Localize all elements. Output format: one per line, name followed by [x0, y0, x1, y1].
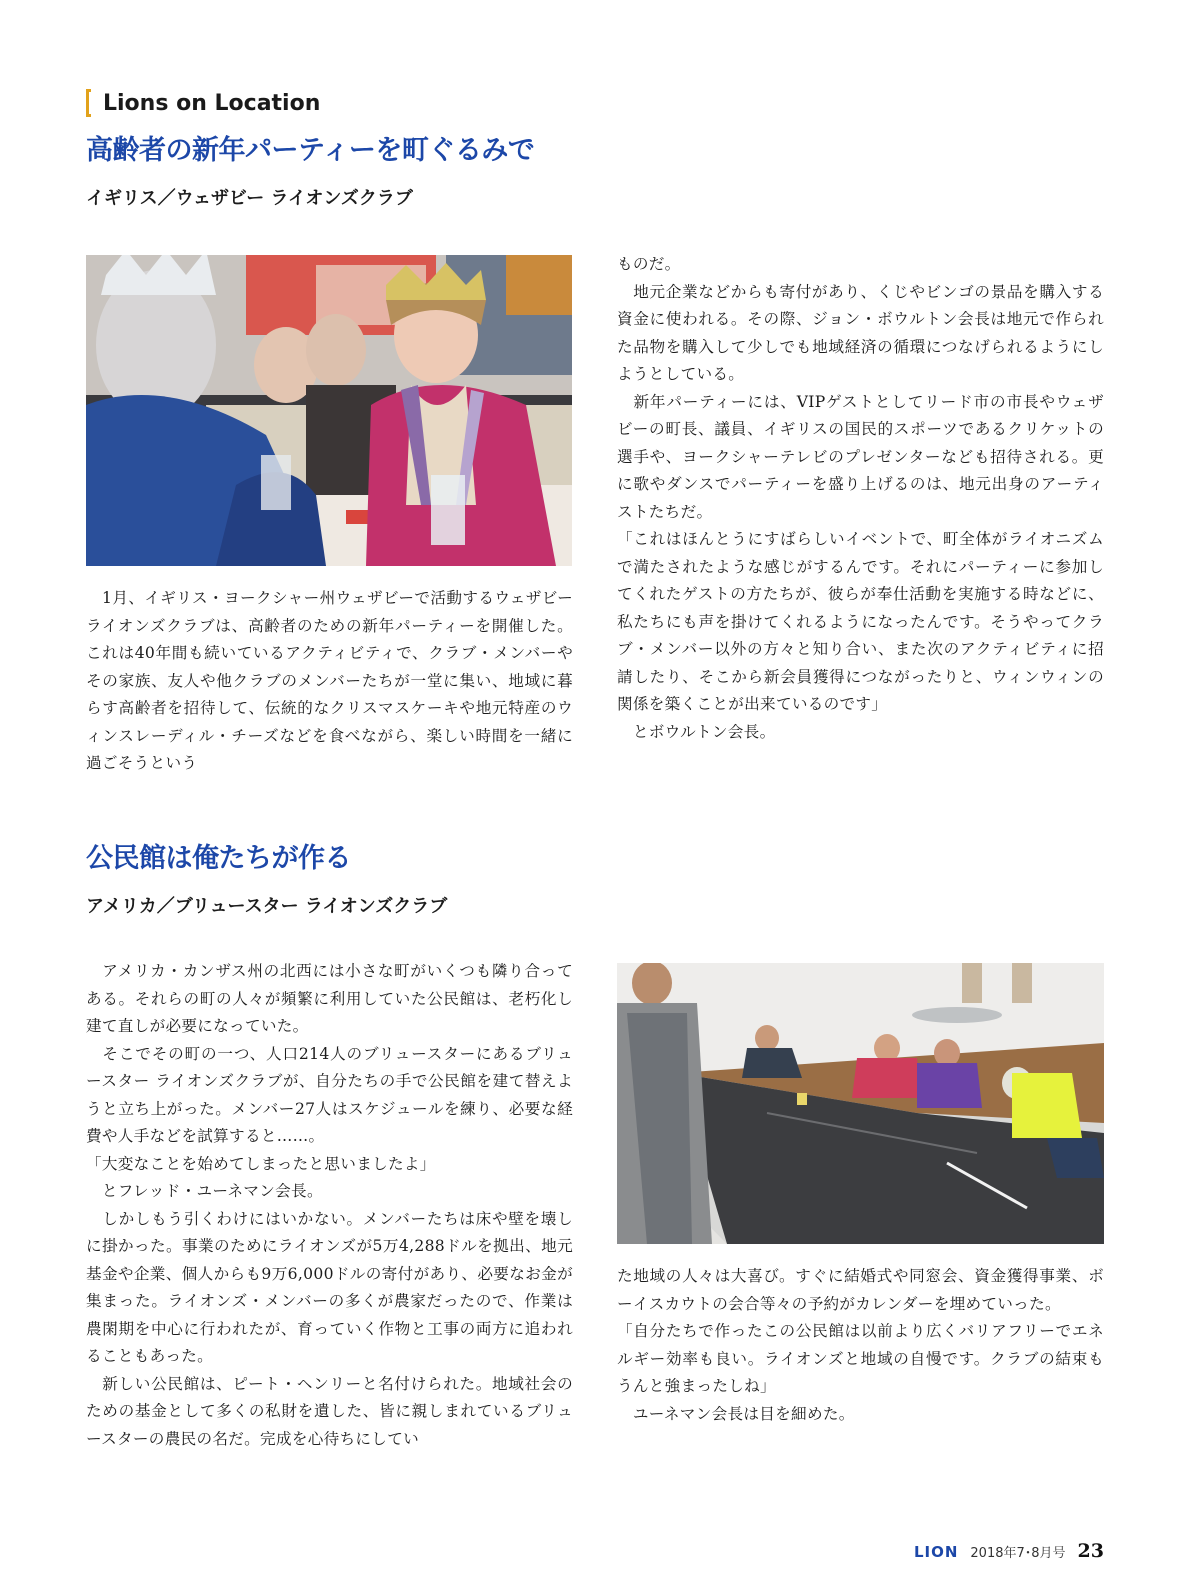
quote-paragraph: 「これはほんとうにすばらしいイベントで、町全体がライオニズムで満たされたような感じがするんです。それにパーティーに参加してくれたゲストの方たちが、彼らが奉仕活動を実施する時などに、私たちにも声を掛けてくれるようになったんです。そうやってクラブ・メンバー以外の方々と知り合い、また次のアクティビティに招請したり、そこから新会員獲得につながったりと、ウィンウィンの関係を築くことが出来ているのです」: [617, 530, 1104, 713]
magazine-brand: LION: [913, 1543, 959, 1561]
paragraph: とボウルトン会長。: [617, 722, 776, 741]
article1-body-left: [86, 585, 573, 778]
page-footer: [914, 1540, 1104, 1564]
bracket-icon: [86, 89, 91, 117]
quote-paragraph: 「自分たちで作ったこの公民館は以前より広くバリアフリーでエネルギー効率も良い。ライオンズと地域の自慢です。クラブの結束もうんと強まったしね」: [617, 1322, 1104, 1395]
paragraph: 1月、イギリス・ヨークシャー州ウェザビーで活動するウェザビー ライオンズクラブは、高齢者のための新年パーティーを開催した。これは40年間も続いているアクティビティで、クラブ・メンバーやその家族、友人や他クラブのメンバーたちが一堂に集い、地域に暮らす高齢者を招待して、伝統的なクリスマスケーキや地元特産のウィンスレーディル・チーズなどを食べながら、楽しい時間を一緒に過ごそうという: [86, 589, 573, 772]
article1-photo: [86, 255, 572, 566]
paragraph: ユーネマン会長は目を細めた。: [617, 1404, 855, 1423]
article2-body-right: [617, 1263, 1104, 1428]
paragraph: アメリカ・カンザス州の北西には小さな町がいくつも隣り合ってある。それらの町の人々が頻繁に利用していた公民館は、老朽化し建て直しが必要になっていた。: [86, 962, 573, 1035]
page-number: 23: [1077, 1540, 1104, 1562]
section-label-text: Lions on Location: [103, 90, 321, 116]
section-label: [86, 86, 320, 120]
paragraph: とフレッド・ユーネマン会長。: [86, 1182, 323, 1200]
paragraph: た地域の人々は大喜び。すぐに結婚式や同窓会、資金獲得事業、ボーイスカウトの会合等々の予約がカレンダーを埋めていった。: [617, 1267, 1104, 1313]
construction-photo-illustration: [617, 963, 1104, 1244]
paragraph: 新年パーティーには、VIPゲストとしてリード市の市長やウェザビーの町長、議員、イギリスの国民的スポーツであるクリケットの選手や、ヨークシャーテレビのプレゼンターなども招待される。更に歌やダンスでパーティーを盛り上げるのは、地元出身のアーティストたちだ。: [617, 392, 1104, 521]
quote-paragraph: 「大変なことを始めてしまったと思いましたよ」: [86, 1154, 436, 1173]
article2-photo: [617, 963, 1104, 1244]
paragraph: 地元企業などからも寄付があり、くじやビンゴの景品を購入する資金に使われる。その際、ジョン・ボウルトン会長は地元で作られた品物を購入して少しでも地域経済の循環につなげられるようにしようとしている。: [617, 282, 1104, 383]
article2-body-left: [86, 958, 573, 1453]
paragraph: 新しい公民館は、ピート・ヘンリーと名付けられた。地域社会のための基金として多くの私財を遺した、皆に親しまれているブリュースターの農民の名だ。完成を心待ちにしてい: [86, 1374, 573, 1448]
article2-title: 公民館は俺たちが作る: [86, 843, 351, 874]
article1-club: イギリス／ウェザビー ライオンズクラブ: [86, 188, 413, 209]
issue-label: 2018年7･8月号: [970, 1546, 1066, 1561]
paragraph: しかしもう引くわけにはいかない。メンバーたちは床や壁を壊しに掛かった。事業のためにライオンズが5万4,288ドルを拠出、地元基金や企業、個人からも9万6,000ドルの寄付があり、必要なお金が集まった。ライオンズ・メンバーの多くが農家だったので、作業は農閑期を中心に行われたが、育っていく作物と工事の両方に追われることもあった。: [86, 1209, 573, 1365]
article2-club: アメリカ／ブリュースター ライオンズクラブ: [86, 896, 448, 917]
article1-body-right: [617, 251, 1104, 746]
paragraph: そこでその町の一つ、人口214人のブリュースターにあるブリュースター ライオンズクラブが、自分たちの手で公民館を建て替えようと立ち上がった。メンバー27人はスケジュールを練り、必要な経費や人手などを試算すると……。: [86, 1044, 573, 1145]
paragraph: ものだ。: [617, 255, 681, 273]
article1-title: 高齢者の新年パーティーを町ぐるみで: [86, 135, 535, 166]
party-photo-illustration: [86, 255, 572, 566]
